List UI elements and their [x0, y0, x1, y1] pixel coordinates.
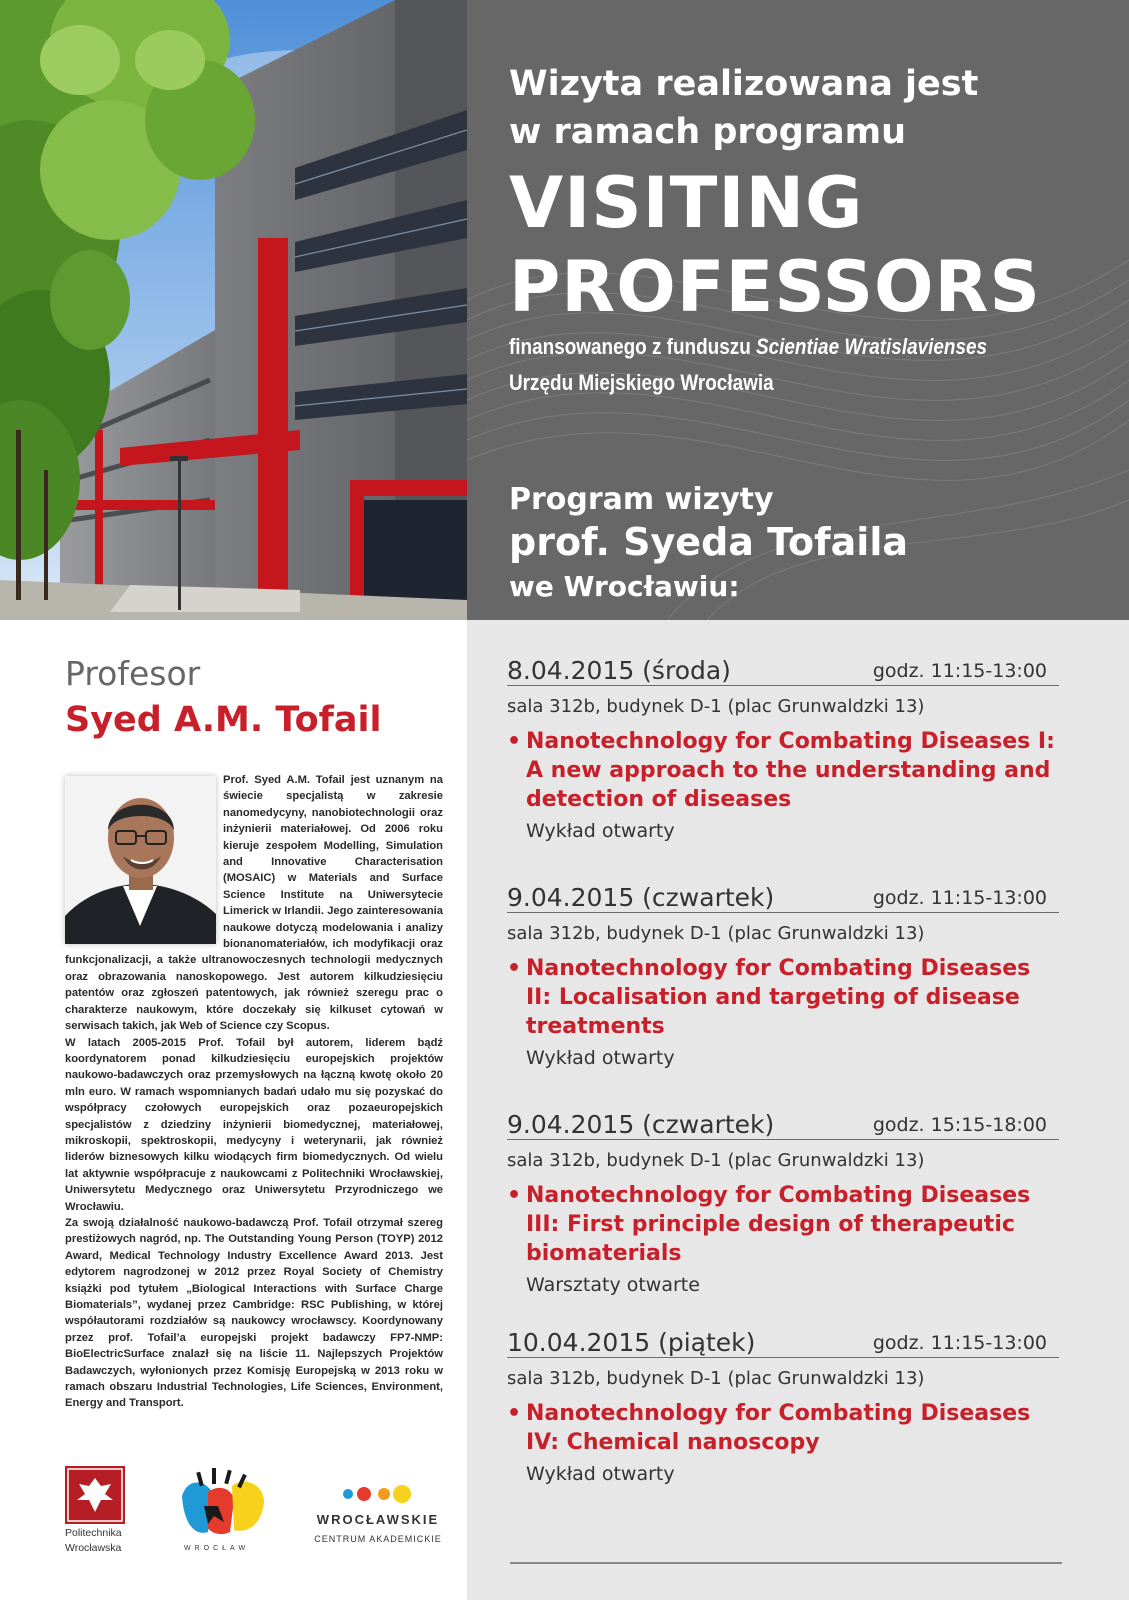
session-room: sala 312b, budynek D-1 (plac Grunwaldzki 13) — [507, 1150, 925, 1171]
program-title-line-2: PROFESSORS — [509, 246, 1041, 328]
session-1 — [507, 648, 1059, 842]
funding-name: Scientiae Wratislavienses — [756, 334, 988, 359]
dots-icon — [308, 1480, 448, 1510]
wca-name-1: WROCŁAWSKIE — [316, 1512, 440, 1527]
session-header — [507, 1320, 1059, 1358]
session-title-text: Nanotechnology for Combating Diseases II: Localisation and targeting of disease treatments — [526, 956, 1031, 1039]
bio-paragraph-3: Za swoją działalność naukowo-badawczą Prof. Tofail otrzymał szereg prestiżowych nagród, np. The Outstanding Young Person (TOYP) 2012 Award, Medical Technology Industry Excellence Award 2013. Jest edytorem nagrodzonej w 2012 przez Royal Society of Chemistry książki pod tytułem „Biological Interactions with Surface Charge Biomaterials”, wydanej przez Cambridge: RSC Publishing, w której współautorami rozdziałów są naukowcy wrocławscy. Koordynowany przez prof. Tofail’a europejski projekt badawczy FP7-NMP: BioElectricSurface znalazł się na liście 11. Najlepszych Projektów Badawczych, wyłonionych przez Komisję Europejską w 2013 roku w ramach obszaru Industrial Technologies, Life Sciences, Environment, Energy and Transport. — [65, 1216, 443, 1410]
bottom-divider — [510, 1562, 1062, 1564]
wca-logo — [308, 1480, 448, 1550]
session-title — [507, 727, 1059, 814]
session-title-text: Nanotechnology for Combating Diseases III: First principle design of therapeutic biomaterials — [526, 1183, 1031, 1266]
session-time: godz. 11:15-13:00 — [872, 660, 1047, 682]
session-3 — [507, 1102, 1059, 1296]
professor-label: Profesor — [65, 654, 201, 693]
session-title-text: Nanotechnology for Combating Diseases I: A new approach to the understanding and detection of diseases — [526, 729, 1055, 812]
intro-line-2: w ramach programu — [509, 112, 907, 152]
professor-name: Syed A.M. Tofail — [65, 700, 382, 740]
session-room: sala 312b, budynek D-1 (plac Grunwaldzki 13) — [507, 1368, 925, 1389]
session-header — [507, 875, 1059, 913]
bullet-icon: • — [507, 956, 522, 981]
bullet-icon: • — [507, 1401, 522, 1426]
politechnika-name-2: Wrocławska — [65, 1542, 122, 1554]
session-type: Warsztaty otwarte — [526, 1274, 700, 1296]
visit-heading-line-2: prof. Syeda Tofaila — [509, 520, 908, 564]
funding-prefix: finansowanego z funduszu — [509, 334, 757, 359]
session-title — [507, 954, 1059, 1041]
session-time: godz. 11:15-13:00 — [872, 1332, 1047, 1354]
bullet-icon: • — [507, 1183, 522, 1208]
visit-heading-line-1: Program wizyty — [509, 482, 774, 517]
session-type: Wykład otwarty — [526, 1047, 675, 1069]
session-header — [507, 1102, 1059, 1140]
visit-heading-line-3: we Wrocławiu: — [509, 570, 740, 603]
session-header — [507, 648, 1059, 686]
wca-name-2: CENTRUM AKADEMICKIE — [314, 1534, 442, 1544]
session-room: sala 312b, budynek D-1 (plac Grunwaldzki 13) — [507, 696, 925, 717]
building-photo — [0, 0, 467, 620]
session-4 — [507, 1320, 1059, 1485]
funding-line-1 — [509, 334, 987, 360]
bullet-icon: • — [507, 729, 522, 754]
session-date: 9.04.2015 (czwartek) — [507, 883, 775, 912]
wroclaw-mark-icon — [178, 1466, 270, 1540]
wroclaw-wordmark: WROCŁAW — [184, 1545, 250, 1552]
session-date: 10.04.2015 (piątek) — [507, 1328, 756, 1357]
wroclaw-logo — [178, 1466, 270, 1552]
session-time: godz. 11:15-13:00 — [872, 887, 1047, 909]
session-type: Wykład otwarty — [526, 820, 675, 842]
program-header — [467, 0, 1129, 620]
session-time: godz. 15:15-18:00 — [872, 1114, 1047, 1136]
session-title — [507, 1181, 1059, 1268]
sessions-panel — [467, 620, 1129, 1600]
bio-paragraph-2: W latach 2005-2015 Prof. Tofail był autorem, liderem bądź koordynatorem ponad kilkudziesięciu europejskich projektów naukowo-badawczych oraz przemysłowych na łączną kwotę około 20 mln euro. W ramach wspomnianych badań udało mu się pozyskać do współpracy czołowych europejskich oraz pozaeuropejskich specjalistów z dziedziny inżynierii biomedycznej, materiałowej, mikroskopii, spektroskopii, medycyny i weterynarii, jak również liderów biznesowych kilku wiodących firm biomedycznych. Od wielu lat aktywnie współpracuje z naukowcami z Politechniki Wrocławskiej, Uniwersytetu Medycznego oraz Uniwersytetu Przyrodniczego we Wrocławiu. — [65, 1036, 443, 1213]
session-room: sala 312b, budynek D-1 (plac Grunwaldzki 13) — [507, 923, 925, 944]
session-date: 9.04.2015 (czwartek) — [507, 1110, 775, 1139]
politechnika-logo — [65, 1466, 127, 1554]
intro-line-1: Wizyta realizowana jest — [509, 64, 979, 104]
session-type: Wykład otwarty — [526, 1463, 675, 1485]
session-date: 8.04.2015 (środa) — [507, 656, 731, 685]
session-title-text: Nanotechnology for Combating Diseases IV: Chemical nanoscopy — [526, 1401, 1031, 1455]
eagle-shield-icon — [65, 1466, 125, 1524]
session-2 — [507, 875, 1059, 1069]
program-title-line-1: VISITING — [509, 162, 864, 244]
session-title — [507, 1399, 1059, 1457]
funding-line-2: Urzędu Miejskiego Wrocławia — [509, 370, 774, 395]
professor-portrait — [65, 776, 216, 944]
bio-paragraph-1: Prof. Syed A.M. Tofail jest uznanym na świecie specjalistą w zakresie nanomedycyny, nanobiotechnologii oraz inżynierii materiałowej. Od 2006 roku kieruje zespołem Modelling, Simulation and Innovative Characterisation (MOSAIC) w Materials and Surface Science Institute na Uniwersytecie Limerick w Irlandii. Jego zainteresowania naukowe dotyczą modelowania i analizy bionanomateriałów, ich modyfikacji oraz funkcjonalizacji, a także ultranowoczesnych technologii medycznych oraz obrazowania nanoskopowego. Jest autorem kilkudziesięciu patentów oraz zgłoszeń patentowych, jak również szeregu prac o charakterze naukowym, które doczekały się kilkuset cytowań w serwisach takich, jak Web of Science czy Scopus. — [65, 774, 443, 1033]
politechnika-name-1: Politechnika — [65, 1527, 122, 1539]
